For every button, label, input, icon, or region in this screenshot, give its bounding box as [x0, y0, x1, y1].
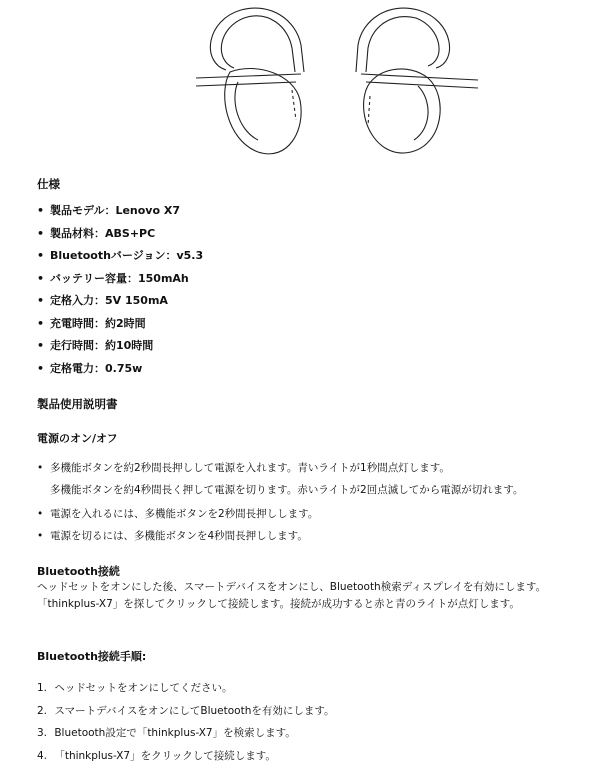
power-item: • 電源を切るには、多機能ボタンを4秒間長押しします。 — [37, 525, 523, 547]
step-item — [37, 677, 335, 700]
step-number: 3. — [37, 727, 48, 739]
spec-item: • 充電時間：約2時間 — [37, 313, 203, 336]
spec-item: • 定格電力：0.75w — [37, 358, 203, 381]
spec-list — [37, 200, 203, 380]
power-item: 多機能ボタンを約4秒間長く押して電源を切ります。赤いライトが2回点滅してから電源が切れます。 — [50, 484, 524, 496]
spec-item: • 製品材料：ABS+PC — [37, 223, 203, 246]
power-item: • 電源を入れるには、多機能ボタンを2秒間長押しします。 — [37, 503, 523, 525]
power-heading: 電源のオン/オフ — [37, 432, 118, 445]
step-item — [37, 700, 335, 723]
bluetooth-description: ヘッドセットをオンにした後、スマートデバイスをオンにし、Bluetooth検索ディスプレイを有効にします。「thinkplus-X7」を探してクリックして接続します。接続が成功すると赤と青のライトが点灯します。 — [37, 581, 547, 610]
spec-heading: 仕様 — [37, 177, 60, 191]
spec-item: • 製品モデル：Lenovo X7 — [37, 200, 203, 223]
spec-item: • 定格入力：5V 150mA — [37, 290, 203, 313]
step-text: ヘッドセットをオンにしてください。 — [54, 682, 233, 694]
headset-illustration — [196, 0, 478, 160]
spec-item: • 走行時間：約10時間 — [37, 335, 203, 358]
step-text: スマートデバイスをオンにしてBluetoothを有効にします。 — [54, 704, 335, 717]
steps-list — [37, 677, 335, 767]
step-number: 1. — [37, 682, 48, 694]
spec-item: • Bluetoothバージョン：v5.3 — [37, 245, 203, 268]
step-text: Bluetooth設定で「thinkplus-X7」を検索します。 — [54, 727, 296, 739]
step-number: 2. — [37, 704, 48, 717]
step-number: 4. — [37, 749, 48, 762]
spec-item: • バッテリー容量：150mAh — [37, 268, 203, 291]
step-item — [37, 745, 335, 768]
step-text: 「thinkplus-X7」をクリックして接続します。 — [54, 749, 276, 762]
power-list — [37, 457, 523, 547]
power-item: • 多機能ボタンを約2秒間長押しして電源を入れます。青いライトが1秒間点灯します。 — [37, 457, 523, 479]
step-item — [37, 722, 335, 745]
steps-heading: Bluetooth接続手順: — [37, 650, 147, 663]
bluetooth-heading: Bluetooth接続 — [37, 565, 120, 578]
manual-heading: 製品使用説明書 — [37, 397, 118, 411]
